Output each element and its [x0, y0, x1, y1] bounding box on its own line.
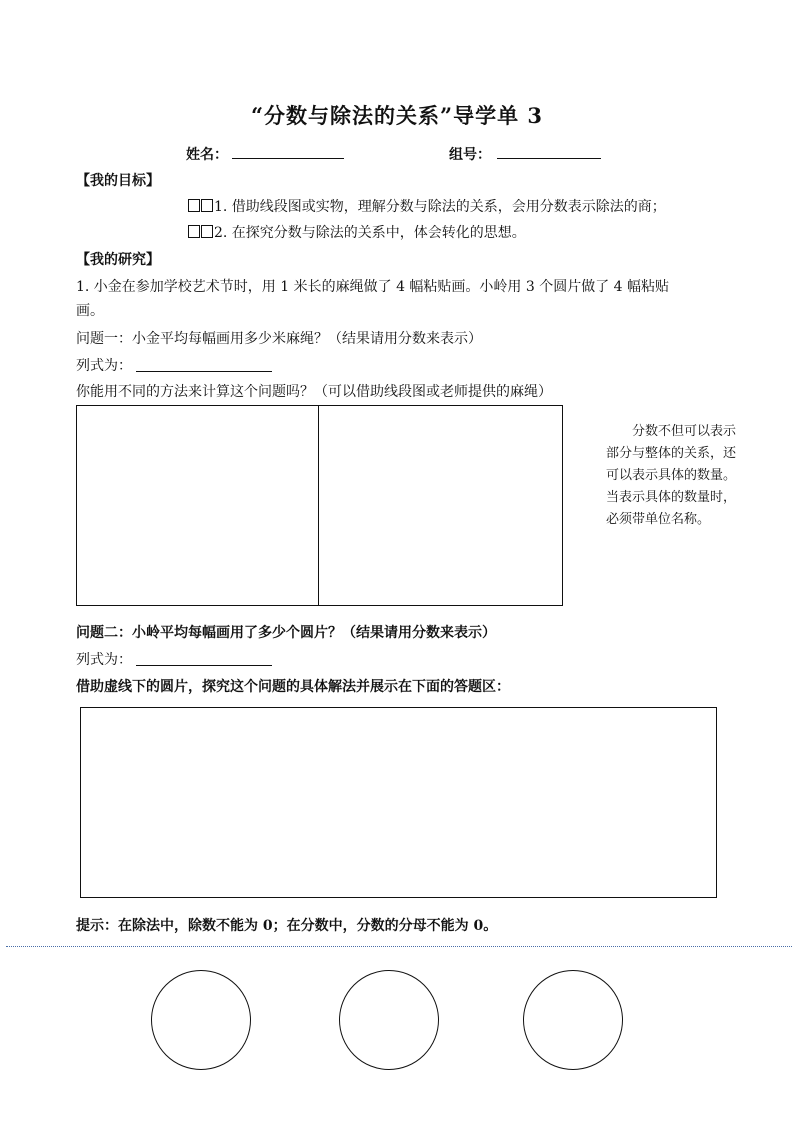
- circle-disc-3[interactable]: [523, 970, 623, 1070]
- formula-label-2: 列式为：: [76, 652, 132, 668]
- side-note: 分数不但可以表示部分与整体的关系，还可以表示具体的数量。当表示具体的数量时，必须带单位名称。: [606, 424, 737, 527]
- checkbox-icon[interactable]: [201, 225, 213, 238]
- group-field[interactable]: [497, 158, 601, 159]
- formula-label-1: 列式为：: [76, 358, 132, 374]
- research-heading: 【我的研究】: [76, 252, 160, 268]
- method-prompt: 你能用不同的方法来计算这个问题吗？（可以借助线段图或老师提供的麻绳）: [76, 384, 552, 400]
- question-2-text: 问题二：小岭平均每幅画用了多少个圆片？（结果请用分数来表示）: [76, 625, 496, 641]
- problem-text-line2: 画。: [76, 303, 104, 319]
- page-title: “分数与除法的关系”导学单 3: [250, 103, 544, 128]
- goal-text-1: 1. 借助线段图或实物，理解分数与除法的关系，会用分数表示除法的商；: [214, 199, 666, 215]
- group-label: 组号：: [449, 147, 491, 163]
- circle-disc-2[interactable]: [339, 970, 439, 1070]
- goal-text-2: 2. 在探究分数与除法的关系中，体会转化的思想。: [214, 225, 526, 241]
- answer-area-box[interactable]: [80, 707, 717, 898]
- name-field[interactable]: [232, 158, 344, 159]
- circle-disc-1[interactable]: [151, 970, 251, 1070]
- explore-prompt: 借助虚线下的圆片，探究这个问题的具体解法并展示在下面的答题区：: [76, 679, 510, 695]
- dashed-cut-line: [6, 946, 792, 947]
- checkbox-icon[interactable]: [188, 199, 200, 212]
- name-label: 姓名：: [186, 147, 228, 163]
- formula-answer-line-2[interactable]: [136, 665, 272, 666]
- goal-item-2: [188, 222, 526, 242]
- question-2: [76, 622, 496, 642]
- hint-text: 提示：在除法中，除数不能为 0；在分数中，分数的分母不能为 0。: [76, 918, 498, 934]
- checkbox-icon[interactable]: [188, 225, 200, 238]
- problem-text-line1: 1. 小金在参加学校艺术节时，用 1 米长的麻绳做了 4 幅粘贴画。小岭用 3 个圆片做了 4 幅粘贴: [76, 279, 670, 295]
- formula-answer-line-1[interactable]: [136, 371, 272, 372]
- goals-heading: 【我的目标】: [76, 173, 160, 189]
- question-1: 问题一：小金平均每幅画用多少米麻绳？（结果请用分数来表示）: [76, 331, 482, 347]
- checkbox-icon[interactable]: [201, 199, 213, 212]
- work-area-divider: [318, 405, 319, 606]
- goal-item-1: [188, 196, 720, 216]
- work-area-box[interactable]: [76, 405, 563, 606]
